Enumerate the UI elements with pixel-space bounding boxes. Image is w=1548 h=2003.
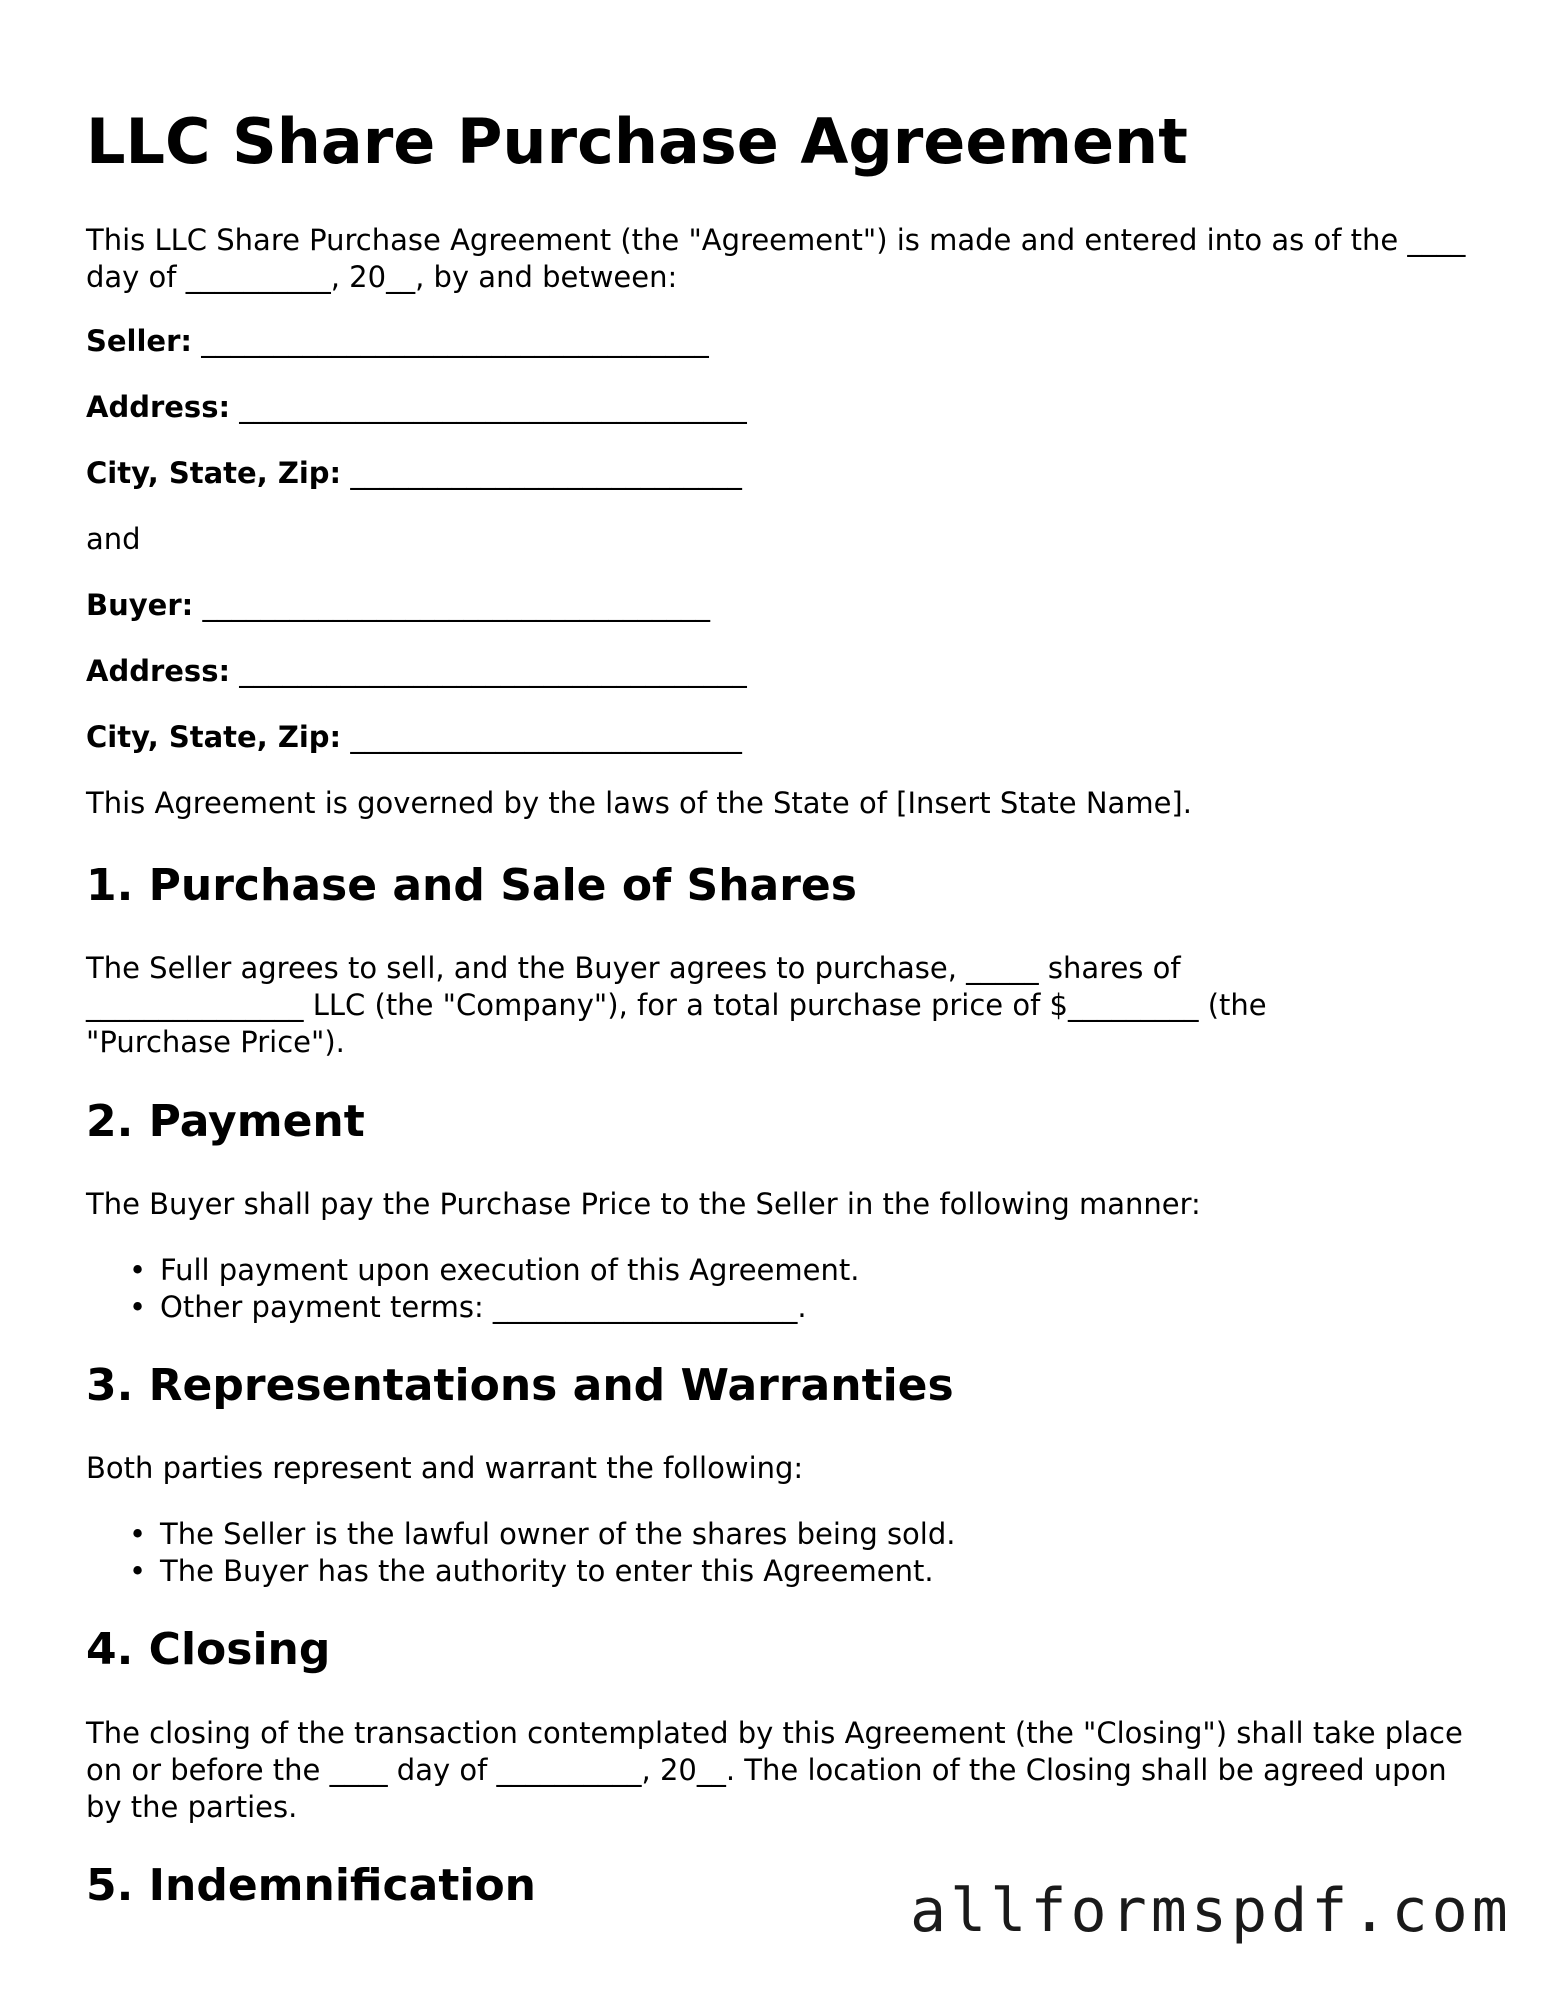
buyer-city-field xyxy=(86,719,742,756)
section-2-list xyxy=(86,1252,859,1326)
section-5-heading: 5. Indemnification xyxy=(86,1860,536,1911)
list-item: • Full payment upon execution of this Agreement. xyxy=(129,1253,860,1287)
buyer-address-blank: ___________________________________ xyxy=(239,654,747,688)
seller-address-blank: ___________________________________ xyxy=(239,390,747,424)
section-1-heading: 1. Purchase and Sale of Shares xyxy=(86,860,857,911)
seller-blank: ___________________________________ xyxy=(201,324,709,358)
buyer-city-blank: ___________________________ xyxy=(350,720,742,754)
list-item: • Other payment terms: _____________________. xyxy=(129,1290,807,1324)
section-2-body: The Buyer shall pay the Purchase Price to the Seller in the following manner: xyxy=(86,1187,1201,1221)
list-item-text: The Buyer has the authority to enter this Agreement. xyxy=(160,1554,934,1588)
section-3-list xyxy=(86,1516,955,1590)
section-2-heading: 2. Payment xyxy=(86,1096,365,1147)
section-4-body: The closing of the transaction contemplated by this Agreement (the "Closing") shall take place on or before the ____ day of __________, 20__. The location of the Closing shall be agreed upon by the parties. xyxy=(86,1716,1463,1824)
list-item-text: The Seller is the lawful owner of the shares being sold. xyxy=(160,1517,956,1551)
seller-address-field xyxy=(86,389,747,426)
section-1-body: The Seller agrees to sell, and the Buyer agrees to purchase, _____ shares of _______________ LLC (the "Company"), for a total purchase price of $_________ (the "Purchase Price"). xyxy=(86,951,1267,1059)
buyer-field xyxy=(86,587,710,624)
seller-city-blank: ___________________________ xyxy=(350,456,742,490)
and-text: and xyxy=(86,522,141,556)
intro-paragraph: This LLC Share Purchase Agreement (the "Agreement") is made and entered into as of the ____ day of __________, 20__, by and between: xyxy=(86,223,1466,294)
section-3-body: Both parties represent and warrant the following: xyxy=(86,1451,804,1485)
buyer-city-label: City, State, Zip: xyxy=(86,720,342,754)
seller-city-label: City, State, Zip: xyxy=(86,456,342,490)
list-item-text: Full payment upon execution of this Agreement. xyxy=(160,1253,860,1287)
buyer-label: Buyer: xyxy=(86,588,194,622)
seller-address-label: Address: xyxy=(86,390,231,424)
document-title: LLC Share Purchase Agreement xyxy=(86,105,1188,178)
seller-city-field xyxy=(86,455,742,492)
buyer-address-label: Address: xyxy=(86,654,231,688)
list-item: • The Buyer has the authority to enter this Agreement. xyxy=(129,1554,934,1588)
section-4-heading: 4. Closing xyxy=(86,1624,331,1675)
section-3-heading: 3. Representations and Warranties xyxy=(86,1360,954,1411)
list-item: • The Seller is the lawful owner of the shares being sold. xyxy=(129,1517,956,1551)
seller-field xyxy=(86,323,709,360)
watermark-logo: allformspdf.com xyxy=(910,1876,1512,1946)
seller-label: Seller: xyxy=(86,324,193,358)
buyer-address-field xyxy=(86,653,747,690)
governing-law-text: This Agreement is governed by the laws of the State of [Insert State Name]. xyxy=(86,786,1192,820)
buyer-blank: ___________________________________ xyxy=(202,588,710,622)
list-item-text: Other payment terms: _____________________. xyxy=(160,1290,807,1324)
